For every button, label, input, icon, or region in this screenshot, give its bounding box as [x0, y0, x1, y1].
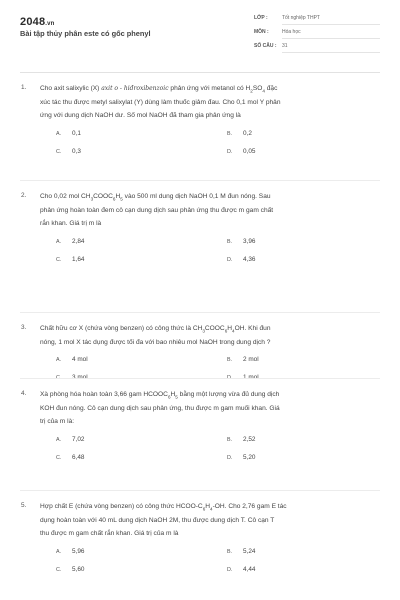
worksheet-header — [0, 0, 400, 78]
option-text: 3,96 — [243, 237, 256, 245]
option-letter: B. — [227, 130, 233, 137]
question-line: Chất hữu cơ X (chứa vòng benzen) có công thức là $CH_3COOC_6H_4OH$. Khi đun — [40, 325, 271, 334]
option-letter: C. — [56, 566, 62, 573]
option-letter: C. — [56, 148, 62, 155]
question-separator — [20, 180, 380, 181]
option-text: 0,1 — [72, 129, 81, 137]
option-text: 0,2 — [243, 129, 252, 137]
option-text: 5,20 — [243, 453, 256, 461]
header-divider — [20, 72, 380, 73]
question-separator — [20, 490, 380, 491]
meta-label: MÔN : — [254, 29, 269, 35]
meta-row-subject — [254, 29, 380, 43]
question-line: Xà phòng hóa hoàn toàn 3,66 gam $HCOOC_6H_5$ bằng một lượng vừa đủ dung dịch — [40, 391, 280, 400]
answer-option[interactable] — [227, 256, 255, 263]
meta-row-question-count — [254, 43, 380, 57]
brand-name: 2048 — [20, 16, 46, 28]
answer-option[interactable] — [227, 454, 255, 461]
option-letter: B. — [227, 238, 233, 245]
option-letter: C. — [56, 256, 62, 263]
question-line: xúc tác thu được metyl salixylat (Y) dùng làm thuốc giảm đau. Cho 0,1 mol Y phản — [40, 98, 281, 106]
answer-option[interactable] — [56, 566, 84, 573]
question-line: dụng hoàn toàn với 40 mL dung dịch NaOH 2M, thu được dung dịch T. Cô cạn T — [40, 516, 275, 524]
question-text — [40, 190, 375, 231]
option-text: 0,05 — [243, 147, 256, 155]
option-text: 5,96 — [72, 547, 85, 555]
option-letter: A. — [56, 436, 62, 443]
option-letter: D. — [227, 256, 233, 263]
question-line: ứng với dung dịch NaOH dư. Số mol NaOH đã tham gia phản ứng là — [40, 112, 241, 119]
option-text: 5,24 — [243, 547, 256, 555]
meta-value: Hóa học — [282, 29, 380, 39]
question-line: KOH đun nóng. Cô cạn dung dịch sau phản ứng, thu được m gam muối khan. Giá — [40, 404, 280, 412]
answer-option[interactable] — [56, 256, 84, 263]
option-letter: A. — [56, 548, 62, 555]
question-text — [40, 82, 375, 123]
answer-option[interactable] — [56, 548, 84, 555]
question-text — [40, 322, 375, 349]
meta-label: SỐ CÂU : — [254, 43, 277, 49]
answer-option[interactable] — [227, 148, 255, 155]
option-text: 6,48 — [72, 453, 85, 461]
answer-option[interactable] — [56, 454, 84, 461]
question-number: 1. — [21, 84, 27, 91]
answer-option[interactable] — [227, 238, 255, 245]
option-letter: A. — [56, 357, 62, 363]
option-text: 1,64 — [72, 255, 85, 263]
brand-tld: .vn — [45, 21, 55, 27]
question-separator — [20, 378, 380, 379]
option-text: 4 mol — [72, 356, 88, 363]
answer-option[interactable] — [227, 130, 252, 137]
question-line: trị của m là: — [40, 418, 75, 425]
option-text: 4,36 — [243, 255, 256, 263]
question-line: Cho 0,02 mol $CH_3COOC_6H_5$ vào 500 ml dung dịch NaOH 0,1 M đun nóng. Sau — [40, 193, 271, 202]
brand-logo[interactable] — [20, 16, 55, 28]
option-text: 7,02 — [72, 435, 85, 443]
answer-option[interactable] — [56, 356, 88, 363]
option-text: 0,3 — [72, 147, 81, 155]
answer-option[interactable] — [56, 238, 84, 245]
option-letter: D. — [227, 454, 233, 461]
option-text: 5,60 — [72, 565, 85, 573]
question-number: 5. — [21, 502, 27, 509]
option-letter: D. — [227, 148, 233, 155]
question-line: phản ứng hoàn toàn đem cô cạn dung dịch sau phản ứng thu được m gam chất — [40, 206, 274, 214]
question-number: 3. — [21, 324, 27, 331]
question-text — [40, 500, 375, 541]
answer-option[interactable] — [227, 566, 255, 573]
question-text — [40, 388, 375, 429]
question-line: nóng, 1 mol X tác dụng được tối đa với bao nhiêu mol NaOH trong dung dịch ? — [40, 338, 271, 346]
option-letter: D. — [227, 566, 233, 573]
question-number: 4. — [21, 390, 27, 397]
option-letter: A. — [56, 130, 62, 137]
option-letter: C. — [56, 454, 62, 461]
option-letter: B. — [227, 436, 233, 443]
answer-option[interactable] — [227, 436, 255, 443]
answer-option[interactable] — [227, 356, 259, 363]
answer-option[interactable] — [56, 148, 81, 155]
meta-label: LỚP : — [254, 15, 268, 21]
question-line: rắn khan. Giá trị m là — [40, 220, 102, 227]
question-line: Hợp chất E (chứa vòng benzen) có công thức HCOO-$C_6H_4-OH$. Cho 2,76 gam E tác — [40, 503, 287, 512]
worksheet-title: Bài tập thủy phân este có gốc phenyl — [20, 29, 151, 38]
question-line: thu được m gam chất rắn khan. Giá trị của m là — [40, 530, 179, 537]
answer-option[interactable] — [227, 548, 255, 555]
option-text: 2 mol — [243, 356, 259, 363]
option-letter: B. — [227, 548, 233, 555]
answer-option[interactable] — [56, 130, 81, 137]
meta-value: Tốt nghiệp THPT — [282, 15, 380, 25]
option-text: 2,52 — [243, 435, 256, 443]
question-separator — [20, 312, 380, 313]
question-number: 2. — [21, 192, 27, 199]
question-line: Cho axit salixylic (X) axit o - hiđroxibenzoic phản ứng với metanol có $H_2SO_4$ đặc — [40, 85, 278, 94]
meta-value: 31 — [282, 43, 380, 53]
option-letter: A. — [56, 238, 62, 245]
answer-option[interactable] — [56, 436, 84, 443]
option-text: 4,44 — [243, 565, 256, 573]
option-text: 2,84 — [72, 237, 85, 245]
option-letter: B. — [227, 357, 233, 363]
worksheet-meta — [254, 15, 380, 57]
meta-row-class — [254, 15, 380, 29]
